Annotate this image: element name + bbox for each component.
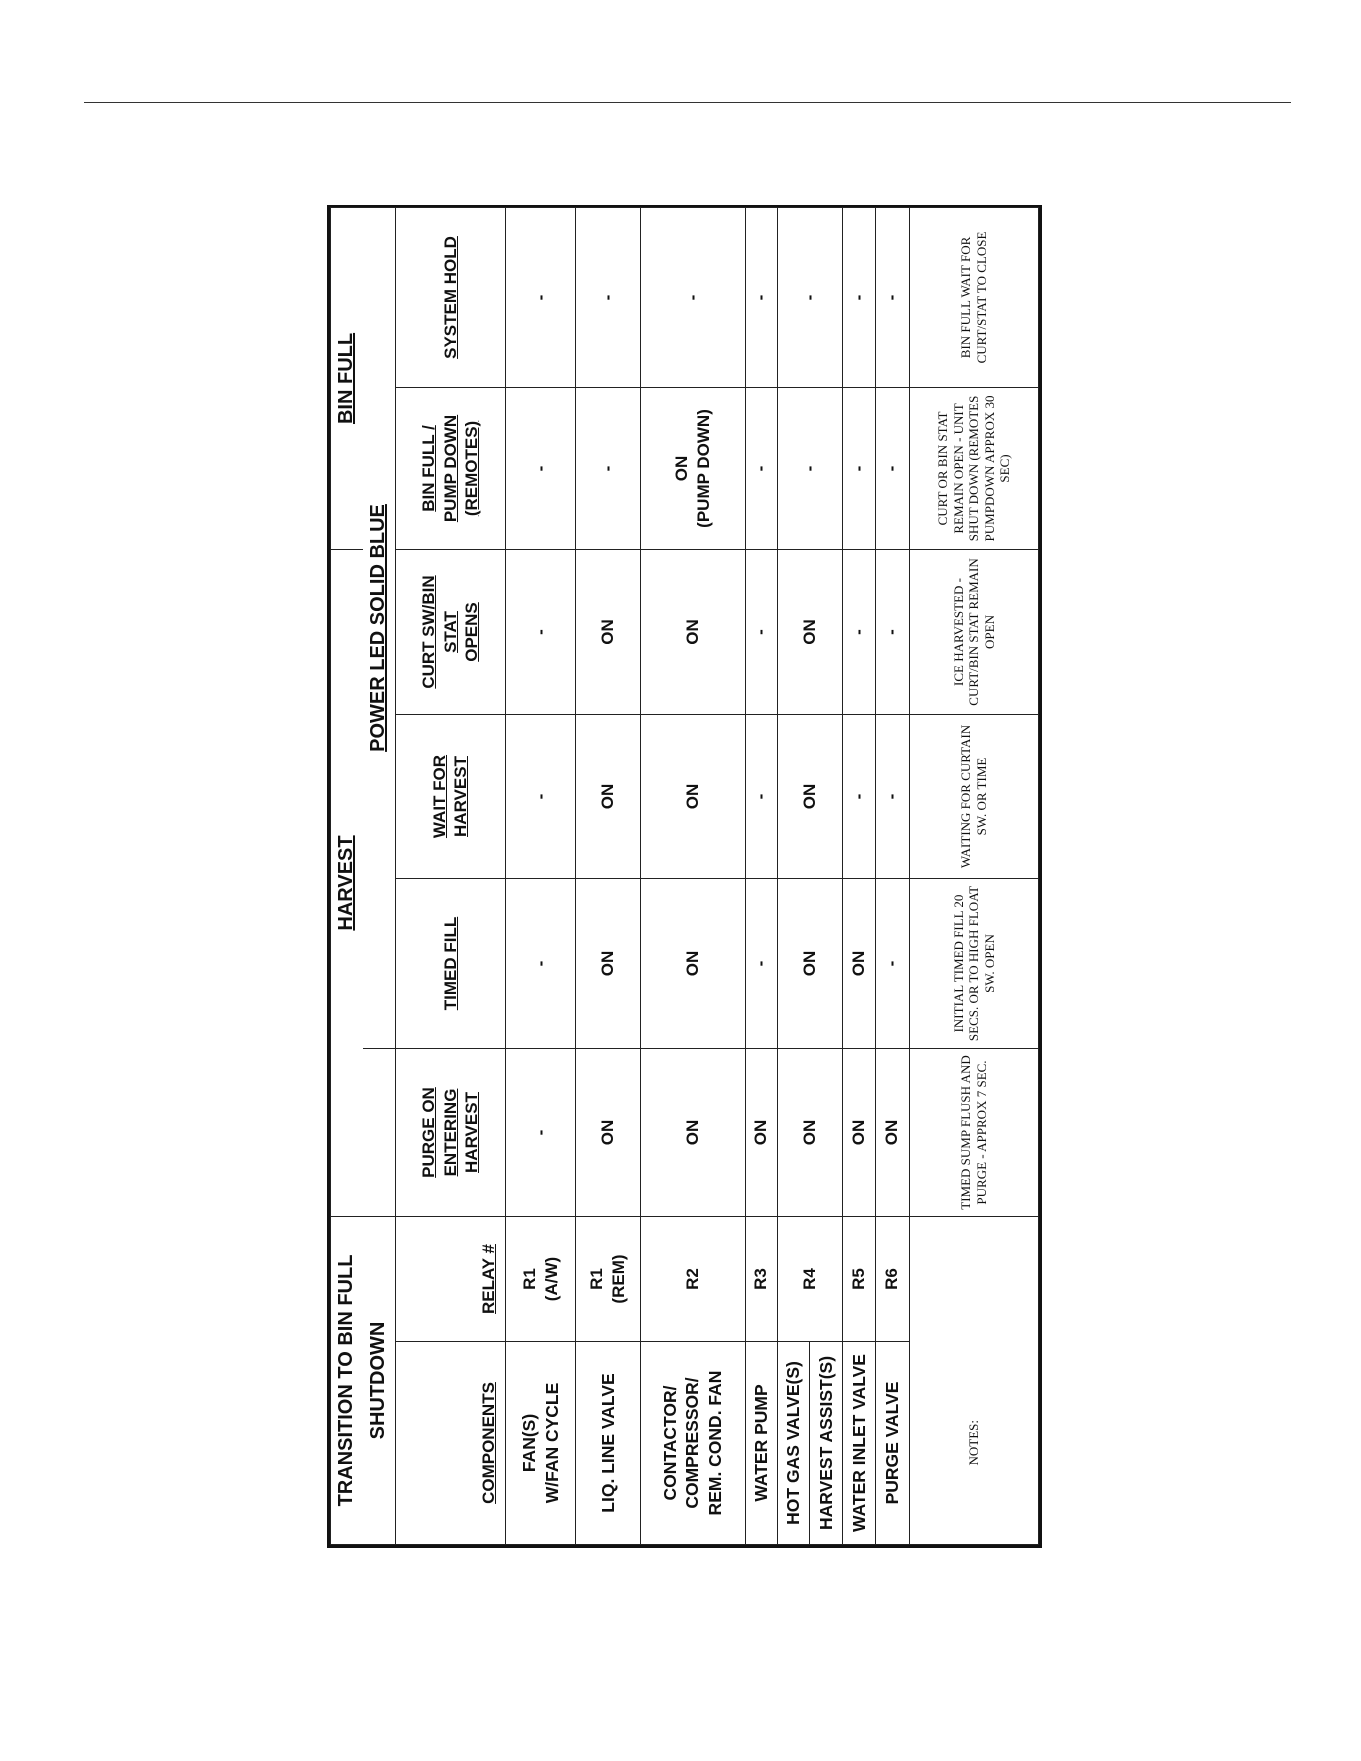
cell: -: [875, 879, 909, 1049]
component-hot-gas-valve: HOT GAS VALVE(S): [777, 1342, 809, 1545]
cell: ON: [777, 715, 843, 879]
table-row: [777, 207, 809, 1544]
relay-r1-aw: R1 (A/W): [506, 1217, 576, 1342]
table-row: [506, 207, 576, 1544]
notes-relay-blank: [910, 1217, 1039, 1342]
rotated-table-wrapper: [330, 208, 1039, 1545]
cell: -: [843, 549, 875, 714]
header-timed-fill: TIMED FILL: [395, 879, 506, 1049]
cell: -: [777, 207, 843, 387]
header-components: COMPONENTS: [395, 1342, 506, 1545]
component-contactor: CONTACTOR/ COMPRESSOR/ REM. COND. FAN: [640, 1342, 745, 1545]
cell: -: [843, 387, 875, 549]
relay-r6: R6: [875, 1217, 909, 1342]
notes-row: [910, 207, 1039, 1544]
cell: -: [506, 1049, 576, 1217]
power-led-heading: POWER LED SOLID BLUE: [363, 207, 395, 1048]
component-fans: FAN(S) W/FAN CYCLE: [506, 1342, 576, 1545]
relay-r3: R3: [745, 1217, 777, 1342]
component-water-inlet-valve: WATER INLET VALVE: [843, 1342, 875, 1545]
cell: -: [875, 549, 909, 714]
page-header-rule: [84, 102, 1291, 103]
cell: ON: [777, 549, 843, 714]
cell: -: [576, 207, 640, 387]
relay-r5: R5: [843, 1217, 875, 1342]
component-harvest-assist: HARVEST ASSIST(S): [810, 1342, 843, 1545]
cell: ON: [576, 549, 640, 714]
note-timed-fill: INITIAL TIMED FILL 20 SECS. OR TO HIGH FLOAT SW. OPEN: [910, 879, 1039, 1049]
header-curt-sw: CURT SW/BIN STAT OPENS: [395, 549, 506, 714]
note-wait-for-harvest: WAITING FOR CURTAIN SW. OR TIME: [910, 715, 1039, 879]
cell: -: [506, 207, 576, 387]
cell: ON: [777, 1049, 843, 1217]
group-shutdown-heading: SHUTDOWN: [363, 1217, 395, 1545]
header-purge-on: PURGE ON ENTERING HARVEST: [395, 1049, 506, 1217]
cell: ON: [576, 715, 640, 879]
note-bin-full-pump: CURT OR BIN STAT REMAIN OPEN - UNIT SHUT DOWN (REMOTES PUMPDOWN APPROX 30 SEC): [910, 387, 1039, 549]
cell: ON: [576, 879, 640, 1049]
table-row: [745, 207, 777, 1544]
relay-r2: R2: [640, 1217, 745, 1342]
note-purge-on: TIMED SUMP FLUSH AND PURGE - APPROX 7 SEC.: [910, 1049, 1039, 1217]
cell: -: [506, 879, 576, 1049]
cell: ON: [843, 879, 875, 1049]
cell: -: [506, 715, 576, 879]
cell: -: [576, 387, 640, 549]
cell: ON: [640, 879, 745, 1049]
cell: ON: [777, 879, 843, 1049]
relay-r4: R4: [777, 1217, 843, 1342]
cell: -: [745, 879, 777, 1049]
cell: -: [745, 387, 777, 549]
cell: ON: [875, 1049, 909, 1217]
cell: ON: [576, 1049, 640, 1217]
group-bin-full-heading: BIN FULL: [331, 207, 363, 549]
component-state-table: [330, 207, 1039, 1545]
relay-r1-rem: R1 (REM): [576, 1217, 640, 1342]
cell: ON (PUMP DOWN): [640, 387, 745, 549]
cell: ON: [745, 1049, 777, 1217]
cell: -: [506, 387, 576, 549]
cell: ON: [640, 715, 745, 879]
cell: ON: [640, 1049, 745, 1217]
group-spacer-left: [363, 1049, 395, 1217]
note-system-hold: BIN FULL WAIT FOR CURT/STAT TO CLOSE: [910, 207, 1039, 387]
cell: -: [843, 207, 875, 387]
group-transition-heading: TRANSITION TO BIN FULL: [331, 1217, 363, 1545]
cell: -: [745, 207, 777, 387]
component-purge-valve: PURGE VALVE: [875, 1342, 909, 1545]
header-wait-for-harvest: WAIT FOR HARVEST: [395, 715, 506, 879]
table-row: [875, 207, 909, 1544]
cell: ON: [640, 549, 745, 714]
header-relay: RELAY #: [395, 1217, 506, 1342]
rotated-table: [330, 208, 1039, 1545]
group-harvest-heading: HARVEST: [331, 549, 363, 1216]
cell: ON: [843, 1049, 875, 1217]
cell: -: [875, 207, 909, 387]
notes-label: NOTES:: [910, 1342, 1039, 1545]
cell: -: [640, 207, 745, 387]
header-system-hold: SYSTEM HOLD: [395, 207, 506, 387]
cell: -: [506, 549, 576, 714]
cell: -: [777, 387, 843, 549]
component-water-pump: WATER PUMP: [745, 1342, 777, 1545]
note-curt-sw: ICE HARVESTED - CURT/BIN STAT REMAIN OPEN: [910, 549, 1039, 714]
table-row: [576, 207, 640, 1544]
cell: -: [875, 387, 909, 549]
cell: -: [875, 715, 909, 879]
cell: -: [843, 715, 875, 879]
cell: -: [745, 549, 777, 714]
cell: -: [745, 715, 777, 879]
component-liq-line-valve: LIQ. LINE VALVE: [576, 1342, 640, 1545]
table-row: [640, 207, 745, 1544]
header-bin-full-pump: BIN FULL / PUMP DOWN (REMOTES): [395, 387, 506, 549]
table-row: [843, 207, 875, 1544]
